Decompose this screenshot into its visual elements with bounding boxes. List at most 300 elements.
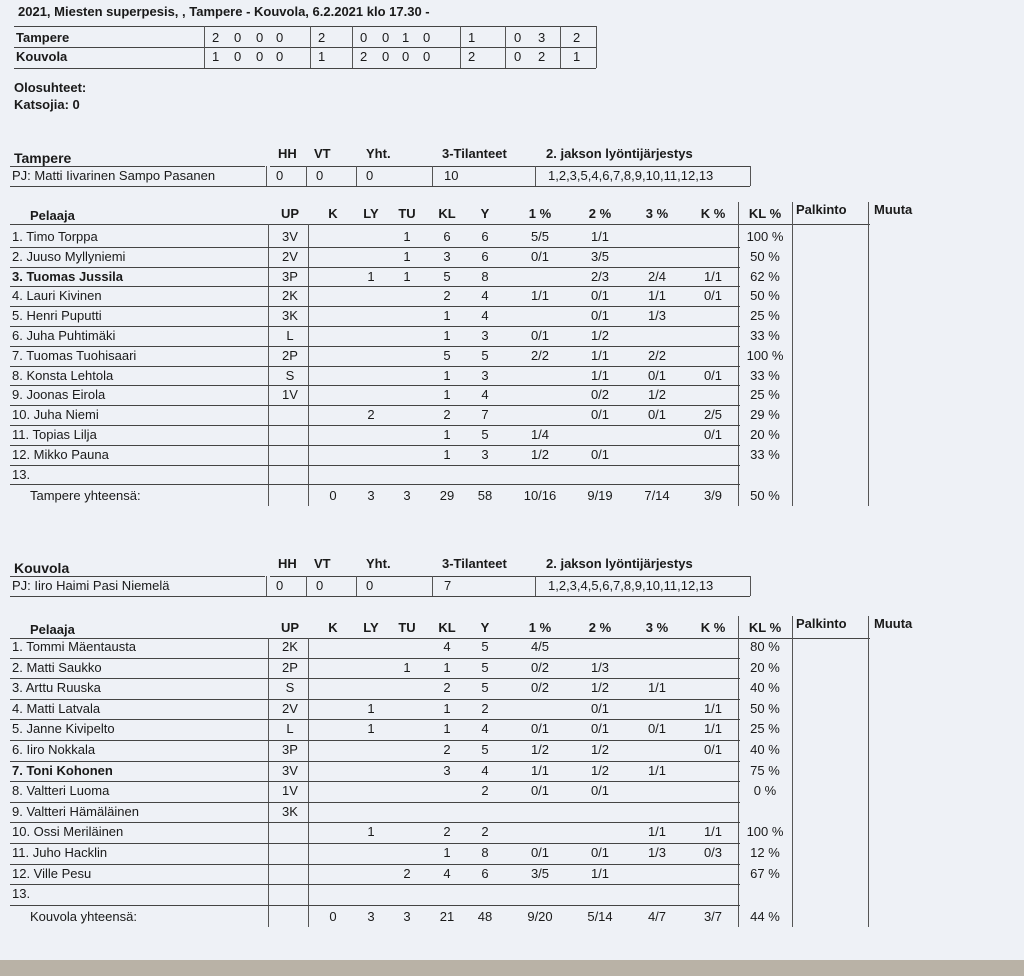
player-p3-cell: 1/3 (647, 845, 667, 860)
page-title: 2021, Miesten superpesis, , Tampere - Kouvola, 6.2.2021 klo 17.30 - (18, 4, 430, 19)
player-kl-cell: 3 (443, 248, 451, 264)
player-p1-cell: 3/5 (530, 865, 550, 881)
col-header-1-percent: 1 % (528, 206, 552, 221)
player-up-cell: L (286, 721, 294, 737)
player-klp-cell: 29 % (750, 407, 780, 423)
col-header-k: K (328, 620, 338, 635)
scoreboard-cell: 0 (234, 30, 242, 45)
col-header-hh: HH (278, 146, 297, 161)
team-total-tu-cell: 3 (403, 908, 411, 924)
player-p2-cell: 1/2 (590, 328, 610, 343)
player-y-cell: 2 (481, 783, 489, 799)
player-up-cell: 3V (282, 229, 298, 244)
player-up-cell: 2V (282, 700, 298, 716)
player-kl-cell: 2 (443, 824, 451, 840)
col-header-k-percent: K % (700, 206, 726, 221)
scoreboard-cell: 1 (318, 49, 326, 64)
player-ly-cell: 2 (367, 407, 375, 423)
player-up-cell: 2K (282, 639, 298, 654)
player-klp-cell: 20 % (750, 427, 780, 442)
player-name: 6. Iiro Nokkala (12, 742, 96, 757)
player-kl-cell: 6 (443, 229, 451, 244)
player-p3-cell: 1/1 (647, 824, 667, 840)
table-column-line (868, 202, 869, 506)
scoreboard-bottom-line (14, 68, 596, 69)
team-total-label: Tampere yhteensä: (30, 488, 141, 504)
player-y-cell: 2 (481, 700, 489, 716)
player-p1-cell: 1/1 (530, 762, 550, 778)
player-y-cell: 5 (481, 639, 489, 654)
player-up-cell: 3V (282, 762, 298, 778)
player-p1-cell: 0/1 (530, 721, 550, 737)
player-tu-cell: 1 (403, 229, 411, 244)
team-header-column-line (750, 576, 751, 596)
player-kl-cell: 1 (443, 387, 451, 403)
scoreboard-cell: 0 (276, 30, 284, 45)
player-klp-cell: 25 % (750, 387, 780, 403)
player-y-cell: 2 (481, 824, 489, 840)
team-header-column-line (432, 166, 433, 186)
player-p3-cell: 0/1 (647, 367, 667, 383)
col-header-3-percent: 3 % (645, 620, 669, 635)
col-header-pelaaja: Pelaaja (30, 208, 75, 223)
player-kl-cell: 5 (443, 347, 451, 363)
player-name: 11. Juho Hacklin (12, 845, 108, 860)
player-p1-cell: 1/2 (530, 742, 550, 757)
scoreboard-team-name: Kouvola (16, 49, 68, 64)
scoreboard-cell: 1 (212, 49, 220, 64)
team-hh-value: 0 (276, 168, 284, 183)
col-header-up: UP (280, 620, 300, 635)
table-column-line (792, 202, 793, 506)
player-p1-cell: 2/2 (530, 347, 550, 363)
player-y-cell: 6 (481, 248, 489, 264)
player-p1-cell: 1/1 (530, 288, 550, 304)
team-total-tu-cell: 3 (403, 488, 411, 504)
scoreboard-cell: 0 (514, 30, 522, 45)
team-header-column-line (535, 166, 536, 186)
player-p3-cell: 2/4 (647, 268, 667, 284)
scoreboard-cell: 2 (468, 49, 476, 64)
player-p2-cell: 0/1 (590, 783, 610, 799)
row-line (10, 719, 740, 720)
col-header-muuta: Muuta (874, 202, 913, 217)
scoreboard-cell: 0 (382, 30, 390, 45)
player-klp-cell: 25 % (750, 721, 780, 737)
player-name: 13. (12, 886, 31, 902)
row-line (10, 405, 740, 406)
player-p1-cell: 0/2 (530, 680, 550, 696)
player-kl-cell: 1 (443, 446, 451, 462)
col-header-kl: KL (438, 620, 456, 635)
player-y-cell: 4 (481, 308, 489, 324)
player-p1-cell: 0/1 (530, 328, 550, 343)
team-total-label: Kouvola yhteensä: (30, 908, 137, 924)
team-3-tilanteet-value: 7 (444, 578, 452, 593)
team-total-kl-cell: 29 (439, 488, 455, 504)
team-header-column-line (306, 576, 307, 596)
scoreboard-cell: 0 (402, 49, 410, 64)
team-name: Kouvola (14, 560, 70, 576)
row-line (10, 366, 740, 367)
player-kl-cell: 5 (443, 268, 451, 284)
player-klp-cell: 33 % (750, 446, 780, 462)
team-header-column-line (266, 576, 267, 596)
row-line (10, 484, 740, 485)
player-kl-cell: 2 (443, 407, 451, 423)
player-klp-cell: 100 % (746, 347, 784, 363)
player-p2-cell: 0/1 (590, 700, 610, 716)
player-name: 10. Juha Niemi (12, 407, 99, 423)
player-tu-cell: 1 (403, 268, 411, 284)
col-header-batting-order: 2. jakson lyöntijärjestys (546, 146, 693, 161)
player-klp-cell: 40 % (750, 742, 780, 757)
scoreboard-column-line (560, 26, 561, 68)
row-line (10, 781, 740, 782)
player-p2-cell: 1/2 (590, 680, 610, 696)
table-column-line (868, 616, 869, 927)
player-p3-cell: 1/1 (647, 680, 667, 696)
team-hh-value: 0 (276, 578, 284, 593)
player-up-cell: 2K (282, 288, 298, 304)
player-y-cell: 5 (481, 427, 489, 442)
background-strip (0, 960, 1024, 976)
team-vt-value: 0 (316, 168, 324, 183)
col-header-k: K (328, 206, 338, 221)
player-up-cell: 2P (282, 659, 298, 675)
team-managers: PJ: Matti Iivarinen Sampo Pasanen (12, 168, 216, 183)
player-ly-cell: 1 (367, 268, 375, 284)
scoreboard-cell: 2 (360, 49, 368, 64)
team-total-p1-cell: 10/16 (523, 488, 557, 504)
player-p3-cell: 1/2 (647, 387, 667, 403)
player-kp-cell: 0/1 (703, 288, 723, 304)
player-klp-cell: 12 % (750, 845, 780, 860)
scoreboard-mid-line (14, 47, 596, 48)
player-y-cell: 7 (481, 407, 489, 423)
row-line (10, 425, 740, 426)
scoreboard-cell: 2 (212, 30, 220, 45)
player-up-cell: 3K (282, 803, 298, 819)
player-kp-cell: 1/1 (703, 721, 723, 737)
player-kp-cell: 0/1 (703, 427, 723, 442)
player-p2-cell: 1/1 (590, 229, 610, 244)
player-p3-cell: 1/1 (647, 288, 667, 304)
scoreboard-column-line (310, 26, 311, 68)
team-total-p2-cell: 5/14 (587, 908, 613, 924)
player-p1-cell: 0/1 (530, 783, 550, 799)
col-header-3-tilanteet: 3-Tilanteet (442, 556, 507, 571)
player-y-cell: 4 (481, 762, 489, 778)
player-p1-cell: 5/5 (530, 229, 550, 244)
team-total-kp-cell: 3/9 (703, 488, 723, 504)
player-p3-cell: 0/1 (647, 721, 667, 737)
player-kl-cell: 2 (443, 742, 451, 757)
player-klp-cell: 33 % (750, 328, 780, 343)
team-total-ly-cell: 3 (367, 908, 375, 924)
player-y-cell: 3 (481, 446, 489, 462)
player-kl-cell: 1 (443, 328, 451, 343)
team-total-kp-cell: 3/7 (703, 908, 723, 924)
player-name: 12. Ville Pesu (12, 865, 92, 881)
row-line (10, 761, 740, 762)
player-p2-cell: 1/1 (590, 347, 610, 363)
player-p2-cell: 1/3 (590, 659, 610, 675)
player-klp-cell: 20 % (750, 659, 780, 675)
player-klp-cell: 0 % (753, 783, 777, 799)
team-total-k-cell: 0 (329, 908, 337, 924)
team-header-bottom-line (10, 186, 750, 187)
col-header-tu: TU (398, 206, 416, 221)
player-up-cell: L (286, 328, 294, 343)
team-batting-order-value: 1,2,3,4,5,6,7,8,9,10,11,12,13 (548, 578, 714, 593)
player-p1-cell: 1/2 (530, 446, 550, 462)
player-klp-cell: 50 % (750, 248, 780, 264)
col-header-2-percent: 2 % (588, 206, 612, 221)
player-kp-cell: 0/1 (703, 742, 723, 757)
team-total-p1-cell: 9/20 (527, 908, 553, 924)
col-header-k-percent: K % (700, 620, 726, 635)
player-y-cell: 3 (481, 367, 489, 383)
scoreboard-cell: 0 (382, 49, 390, 64)
player-name: 3. Arttu Ruuska (12, 680, 101, 696)
col-header-yht: Yht. (366, 556, 391, 571)
player-p3-cell: 2/2 (647, 347, 667, 363)
row-line (10, 306, 740, 307)
player-p2-cell: 0/1 (590, 407, 610, 423)
row-line (10, 385, 740, 386)
player-name: 1. Timo Torppa (12, 229, 98, 244)
player-klp-cell: 62 % (750, 268, 780, 284)
scoreboard-cell: 2 (318, 30, 326, 45)
col-header-kl-percent: KL % (748, 620, 782, 635)
player-p2-cell: 1/1 (590, 367, 610, 383)
scoreboard-column-line (204, 26, 205, 68)
scoreboard-team-name: Tampere (16, 30, 70, 45)
col-header-hh: HH (278, 556, 297, 571)
scoreboard-cell: 0 (276, 49, 284, 64)
player-kl-cell: 2 (443, 680, 451, 696)
player-kl-cell: 3 (443, 762, 451, 778)
col-header-2-percent: 2 % (588, 620, 612, 635)
team-total-p3-cell: 7/14 (644, 488, 670, 504)
player-klp-cell: 40 % (750, 680, 780, 696)
player-y-cell: 5 (481, 659, 489, 675)
player-up-cell: S (285, 367, 295, 383)
player-klp-cell: 80 % (750, 639, 780, 654)
player-klp-cell: 33 % (750, 367, 780, 383)
team-total-kl-cell: 21 (439, 908, 455, 924)
player-kl-cell: 1 (443, 427, 451, 442)
team-header-column-line (432, 576, 433, 596)
player-tu-cell: 1 (403, 659, 411, 675)
scoreboard-cell: 0 (423, 49, 431, 64)
player-name: 6. Juha Puhtimäki (12, 328, 116, 343)
team-yht-value: 0 (366, 578, 374, 593)
team-yht-value: 0 (366, 168, 374, 183)
player-p1-cell: 0/1 (530, 248, 550, 264)
player-name: 9. Joonas Eirola (12, 387, 106, 403)
player-name: 2. Juuso Myllyniemi (12, 248, 126, 264)
scoreboard-column-line (460, 26, 461, 68)
player-klp-cell: 25 % (750, 308, 780, 324)
player-name: 1. Tommi Mäentausta (12, 639, 137, 654)
player-p1-cell: 0/2 (530, 659, 550, 675)
player-up-cell: 3K (282, 308, 298, 324)
col-header-1-percent: 1 % (528, 620, 552, 635)
player-kl-cell: 4 (443, 639, 451, 654)
scoreboard-cell: 1 (468, 30, 476, 45)
player-kp-cell: 0/3 (703, 845, 723, 860)
scoreboard-cell: 1 (402, 30, 410, 45)
player-klp-cell: 50 % (750, 288, 780, 304)
col-header-vt: VT (314, 556, 331, 571)
scoreboard-cell: 0 (234, 49, 242, 64)
player-name: 8. Konsta Lehtola (12, 367, 114, 383)
row-line (10, 843, 740, 844)
team-total-p2-cell: 9/19 (587, 488, 613, 504)
team-header-column-line (356, 576, 357, 596)
col-header-tu: TU (398, 620, 416, 635)
player-y-cell: 4 (481, 288, 489, 304)
row-line (10, 346, 740, 347)
scoreboard-cell: 0 (256, 30, 264, 45)
player-name: 5. Janne Kivipelto (12, 721, 115, 737)
row-line (10, 326, 740, 327)
scoreboard-cell: 0 (360, 30, 368, 45)
player-p2-cell: 0/1 (590, 721, 610, 737)
player-name: 4. Matti Latvala (12, 700, 101, 716)
player-kl-cell: 1 (443, 367, 451, 383)
team-header-line (10, 166, 265, 167)
player-name: 13. (12, 466, 31, 482)
player-up-cell: 3P (282, 742, 298, 757)
player-kp-cell: 1/1 (703, 824, 723, 840)
row-line (10, 678, 740, 679)
player-name: 7. Toni Kohonen (12, 762, 113, 778)
player-kl-cell: 4 (443, 865, 451, 881)
player-name: 11. Topias Lilja (12, 427, 97, 442)
scoreboard-cell: 2 (538, 49, 546, 64)
player-name: 8. Valtteri Luoma (12, 783, 110, 799)
row-line (10, 267, 740, 268)
col-header-palkinto: Palkinto (796, 202, 847, 217)
col-header-3-tilanteet: 3-Tilanteet (442, 146, 507, 161)
col-header-ly: LY (363, 206, 379, 221)
player-p2-cell: 0/1 (590, 288, 610, 304)
player-name: 5. Henri Puputti (12, 308, 102, 324)
player-y-cell: 5 (481, 680, 489, 696)
player-klp-cell: 100 % (746, 824, 784, 840)
player-name: 3. Tuomas Jussila (12, 268, 124, 284)
scoreboard-top-line (14, 26, 596, 27)
scoreboard-cell: 0 (423, 30, 431, 45)
team-header-line (10, 576, 265, 577)
row-line (10, 445, 740, 446)
player-name: 10. Ossi Meriläinen (12, 824, 124, 840)
row-line (10, 864, 740, 865)
player-kl-cell: 1 (443, 845, 451, 860)
player-ly-cell: 1 (367, 824, 375, 840)
player-name: 4. Lauri Kivinen (12, 288, 102, 304)
row-line (10, 905, 740, 906)
team-total-y-cell: 58 (477, 488, 493, 504)
row-line (10, 286, 740, 287)
team-vt-value: 0 (316, 578, 324, 593)
scoreboard-cell: 1 (573, 49, 581, 64)
col-header-kl-percent: KL % (748, 206, 782, 221)
scoreboard-column-line (352, 26, 353, 68)
team-header-bottom-line (10, 596, 750, 597)
row-line (10, 884, 740, 885)
team-3-tilanteet-value: 10 (444, 168, 459, 183)
col-header-up: UP (280, 206, 300, 221)
player-y-cell: 6 (481, 865, 489, 881)
player-p1-cell: 1/4 (530, 427, 550, 442)
player-name: 9. Valtteri Hämäläinen (12, 803, 139, 819)
player-name: 2. Matti Saukko (12, 659, 102, 675)
col-header-vt: VT (314, 146, 331, 161)
row-line (10, 465, 740, 466)
player-kl-cell: 1 (443, 721, 451, 737)
player-p2-cell: 1/1 (590, 865, 610, 881)
player-klp-cell: 67 % (750, 865, 780, 881)
col-header-y: Y (480, 620, 490, 635)
player-ly-cell: 1 (367, 700, 375, 716)
team-header-column-line (750, 166, 751, 186)
player-y-cell: 3 (481, 328, 489, 343)
col-header-y: Y (480, 206, 490, 221)
player-p1-cell: 4/5 (530, 639, 550, 654)
team-total-p3-cell: 4/7 (647, 908, 667, 924)
player-klp-cell: 50 % (750, 700, 780, 716)
team-batting-order-value: 1,2,3,5,4,6,7,8,9,10,11,12,13 (548, 168, 714, 183)
player-kp-cell: 0/1 (703, 367, 723, 383)
team-header-line (270, 576, 750, 577)
scoreboard-cell: 0 (514, 49, 522, 64)
col-header-palkinto: Palkinto (796, 616, 847, 631)
player-p2-cell: 0/1 (590, 446, 610, 462)
team-managers: PJ: Iiro Haimi Pasi Niemelä (12, 578, 170, 593)
row-line (10, 658, 740, 659)
table-column-line (792, 616, 793, 927)
col-header-batting-order: 2. jakson lyöntijärjestys (546, 556, 693, 571)
scoreboard-column-line (505, 26, 506, 68)
player-kl-cell: 1 (443, 700, 451, 716)
player-p2-cell: 1/2 (590, 742, 610, 757)
player-up-cell: S (285, 680, 295, 696)
table-column-line (738, 616, 739, 927)
team-header-column-line (535, 576, 536, 596)
row-line (10, 822, 740, 823)
player-up-cell: 1V (282, 387, 298, 403)
player-tu-cell: 1 (403, 248, 411, 264)
player-p3-cell: 1/3 (647, 308, 667, 324)
col-header-3-percent: 3 % (645, 206, 669, 221)
player-kl-cell: 2 (443, 288, 451, 304)
team-total-ly-cell: 3 (367, 488, 375, 504)
col-header-yht: Yht. (366, 146, 391, 161)
row-line (10, 699, 740, 700)
team-header-column-line (356, 166, 357, 186)
scoreboard-column-line (596, 26, 597, 68)
team-total-y-cell: 48 (477, 908, 493, 924)
player-y-cell: 8 (481, 268, 489, 284)
conditions-label: Olosuhteet: (14, 80, 87, 95)
team-header-column-line (306, 166, 307, 186)
player-name: 7. Tuomas Tuohisaari (12, 347, 137, 363)
player-tu-cell: 2 (403, 865, 411, 881)
